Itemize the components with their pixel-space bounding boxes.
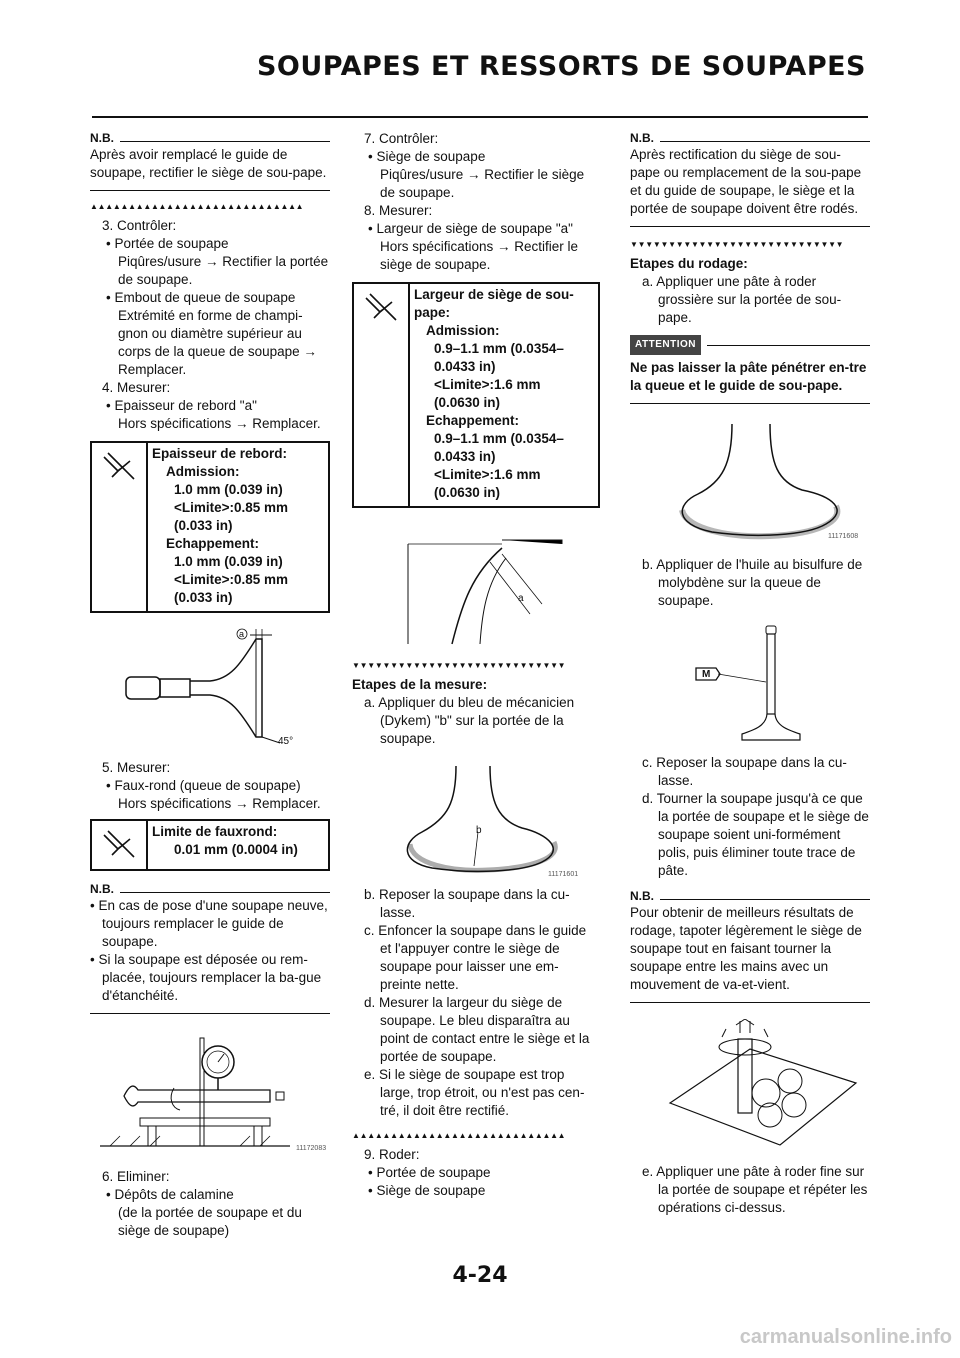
nb-bullet: • En cas de pose d'une soupape neuve, toujours remplacer le guide de soupape. bbox=[90, 898, 328, 949]
nb-header: N.B. bbox=[90, 130, 330, 146]
label-a: a bbox=[518, 593, 524, 604]
nb-bullet: • Si la soupape est déposée ou rem-placée, toujours remplacer la ba-gue d'étanchéité. bbox=[90, 952, 322, 1003]
step-6: 6. Eliminer: bbox=[102, 1169, 170, 1184]
bullet: • Dépôts de calamine bbox=[106, 1187, 234, 1202]
spec-line: 0.0433 in) bbox=[434, 359, 496, 374]
spec-line: (0.0630 in) bbox=[434, 485, 501, 500]
bullet-detail: Hors spécifications → Remplacer. bbox=[118, 416, 321, 431]
caliper-icon bbox=[354, 284, 410, 506]
caliper-icon bbox=[92, 443, 148, 611]
triangle-row-up: ▲▲▲▲▲▲▲▲▲▲▲▲▲▲▲▲▲▲▲▲▲▲▲▲▲▲▲▲ bbox=[90, 202, 304, 211]
bullet: • Faux-rond (queue de soupape) bbox=[106, 778, 301, 793]
spec-line: (0.033 in) bbox=[174, 518, 233, 533]
spec-line: <Limite>:0.85 mm bbox=[174, 572, 289, 587]
spec-box-largeur bbox=[352, 282, 600, 508]
bullet: • Largeur de siège de soupape "a" bbox=[368, 221, 573, 236]
figure-code: 11172083 bbox=[296, 1145, 327, 1152]
watermark: carmanualsonline.info bbox=[739, 1326, 952, 1348]
step-5: 5. Mesurer: bbox=[102, 760, 171, 775]
spec-box-rebord bbox=[90, 441, 330, 613]
label-angle: 45° bbox=[278, 736, 294, 747]
figure-dial-gauge bbox=[90, 1028, 330, 1158]
label-m: M bbox=[702, 669, 711, 680]
spec-line: Admission: bbox=[426, 323, 500, 338]
step-7: 7. Contrôler: bbox=[364, 131, 439, 146]
bullet: • Embout de queue de soupape bbox=[106, 290, 296, 305]
bullet-detail: Piqûres/usure → Rectifier le siège de soupape. bbox=[380, 167, 585, 200]
attention-header bbox=[630, 335, 870, 355]
divider bbox=[90, 190, 330, 191]
bullet-detail: (de la portée de soupape et du siège de soupape) bbox=[118, 1205, 302, 1238]
spec-line: <Limite>:1.6 mm bbox=[434, 467, 541, 482]
nb-text: Pour obtenir de meilleurs résultats de rodage, tapoter légèrement le siège de soupape tout en faisant tourner la soupape entre les mains avec un mouvement de va-et-vient. bbox=[630, 905, 862, 992]
step-c: c. Enfoncer la soupape dans le guide et l'appuyer contre le siège de soupape pour laisser une em-preinte nette. bbox=[364, 923, 587, 992]
spec-line: <Limite>:0.85 mm bbox=[174, 500, 289, 515]
attention-badge: ATTENTION bbox=[630, 335, 701, 355]
steps-heading: Etapes du rodage: bbox=[630, 256, 748, 271]
bullet-detail: Extrémité en forme de champi-gnon ou diamètre supérieur au corps de la queue de soupape → Remplacer. bbox=[118, 308, 317, 377]
nb-header: N.B. bbox=[630, 888, 870, 904]
spec-line: 0.9–1.1 mm (0.0354– bbox=[434, 431, 564, 446]
column-3 bbox=[630, 130, 870, 1217]
bullet: • Siège de soupape bbox=[368, 1183, 486, 1198]
divider bbox=[90, 1013, 330, 1014]
bullet-detail: Hors spécifications → Remplacer. bbox=[118, 796, 321, 811]
triangle-row-up: ▲▲▲▲▲▲▲▲▲▲▲▲▲▲▲▲▲▲▲▲▲▲▲▲▲▲▲▲ bbox=[352, 1131, 566, 1140]
spec-line: Echappement: bbox=[426, 413, 520, 428]
step-c: c. Reposer la soupape dans la cu-lasse. bbox=[642, 755, 847, 788]
figure-code: 11171601 bbox=[548, 871, 579, 878]
spec-line: <Limite>:1.6 mm bbox=[434, 377, 541, 392]
spec-line: (0.033 in) bbox=[174, 590, 233, 605]
step-e: e. Si le siège de soupape est trop large, trop étroit, ou n'est pas cen-tré, il doit être rectifié. bbox=[364, 1067, 585, 1118]
spec-title: Limite de fauxrond: bbox=[152, 824, 278, 839]
column-1 bbox=[90, 130, 330, 1240]
spec-line: Admission: bbox=[166, 464, 240, 479]
step-a: a. Appliquer une pâte à roder grossière sur la portée de sou-pape. bbox=[642, 274, 842, 325]
bullet-detail: Hors spécifications → Rectifier le siège de soupape. bbox=[380, 239, 579, 272]
title-rule bbox=[92, 116, 868, 118]
spec-box-fauxrond bbox=[90, 819, 330, 871]
bullet: • Portée de soupape bbox=[368, 1165, 491, 1180]
spec-title: Epaisseur de rebord: bbox=[152, 446, 288, 461]
bullet: • Portée de soupape bbox=[106, 236, 229, 251]
step-e: e. Appliquer une pâte à roder fine sur la portée de soupape et répéter les opérations ci-dessus. bbox=[642, 1164, 868, 1215]
spec-line: (0.0630 in) bbox=[434, 395, 501, 410]
caliper-icon bbox=[92, 821, 148, 869]
spec-line: 1.0 mm (0.039 in) bbox=[174, 482, 283, 497]
spec-line: 0.01 mm (0.0004 in) bbox=[174, 842, 298, 857]
divider bbox=[630, 403, 870, 404]
steps-heading: Etapes de la mesure: bbox=[352, 677, 488, 692]
bullet: • Epaisseur de rebord "a" bbox=[106, 398, 257, 413]
figure-lapping bbox=[630, 1019, 870, 1151]
figure-seat-width bbox=[352, 534, 592, 652]
divider bbox=[630, 1002, 870, 1003]
bullet-detail: Piqûres/usure → Rectifier la portée de soupape. bbox=[118, 254, 329, 287]
step-4: 4. Mesurer: bbox=[102, 380, 171, 395]
spec-line: 1.0 mm (0.039 in) bbox=[174, 554, 283, 569]
label-a: a bbox=[239, 629, 245, 639]
nb-text: Après avoir remplacé le guide de soupape, rectifier le siège de sou-pape. bbox=[90, 147, 327, 180]
step-a: a. Appliquer du bleu de mécanicien (Dykem) "b" sur la portée de la soupape. bbox=[364, 695, 575, 746]
step-9: 9. Roder: bbox=[364, 1147, 420, 1162]
spec-line: Echappement: bbox=[166, 536, 260, 551]
bullet: • Siège de soupape bbox=[368, 149, 486, 164]
triangle-row-down: ▼▼▼▼▼▼▼▼▼▼▼▼▼▼▼▼▼▼▼▼▼▼▼▼▼▼▼▼ bbox=[630, 240, 844, 249]
step-d: d. Tourner la soupape jusqu'à ce que la portée de soupape et le siège de soupape soient uni-formément polis, puis éliminer toute trace de pâte. bbox=[642, 791, 869, 878]
step-b: b. Reposer la soupape dans la cu-lasse. bbox=[364, 887, 570, 920]
nb-header: N.B. bbox=[630, 130, 870, 146]
spec-line: 0.0433 in) bbox=[434, 449, 496, 464]
divider bbox=[630, 226, 870, 227]
nb-text: Après rectification du siège de sou-pape ou remplacement de la sou-pape et du guide de soupape, le siège et la portée de soupape doivent être rodés. bbox=[630, 147, 862, 216]
step-b: b. Appliquer de l'huile au bisulfure de molybdène sur la queue de soupape. bbox=[642, 557, 863, 608]
figure-code: 11171608 bbox=[828, 533, 859, 540]
step-3: 3. Contrôler: bbox=[102, 218, 177, 233]
step-8: 8. Mesurer: bbox=[364, 203, 433, 218]
step-d: d. Mesurer la largeur du siège de soupape. Le bleu disparaîtra au point de contact entre le siège et la portée de soupape. bbox=[364, 995, 590, 1064]
label-b: b bbox=[476, 825, 482, 836]
spec-title: Largeur de siège de sou-pape: bbox=[414, 287, 574, 320]
triangle-row-down: ▼▼▼▼▼▼▼▼▼▼▼▼▼▼▼▼▼▼▼▼▼▼▼▼▼▼▼▼ bbox=[352, 661, 566, 670]
figure-valve-compound bbox=[630, 420, 870, 546]
figure-valve-blue bbox=[352, 762, 592, 880]
nb-header: N.B. bbox=[90, 881, 330, 897]
page-title: SOUPAPES ET RESSORTS DE SOUPAPES bbox=[256, 51, 866, 82]
attention-text: Ne pas laisser la pâte pénétrer en-tre la queue et le guide de sou-pape. bbox=[630, 360, 867, 393]
page-number: 4-24 bbox=[452, 1263, 508, 1288]
figure-valve-margin bbox=[90, 625, 330, 751]
spec-line: 0.9–1.1 mm (0.0354– bbox=[434, 341, 564, 356]
column-2 bbox=[352, 130, 592, 1200]
figure-valve-oil bbox=[630, 622, 870, 746]
